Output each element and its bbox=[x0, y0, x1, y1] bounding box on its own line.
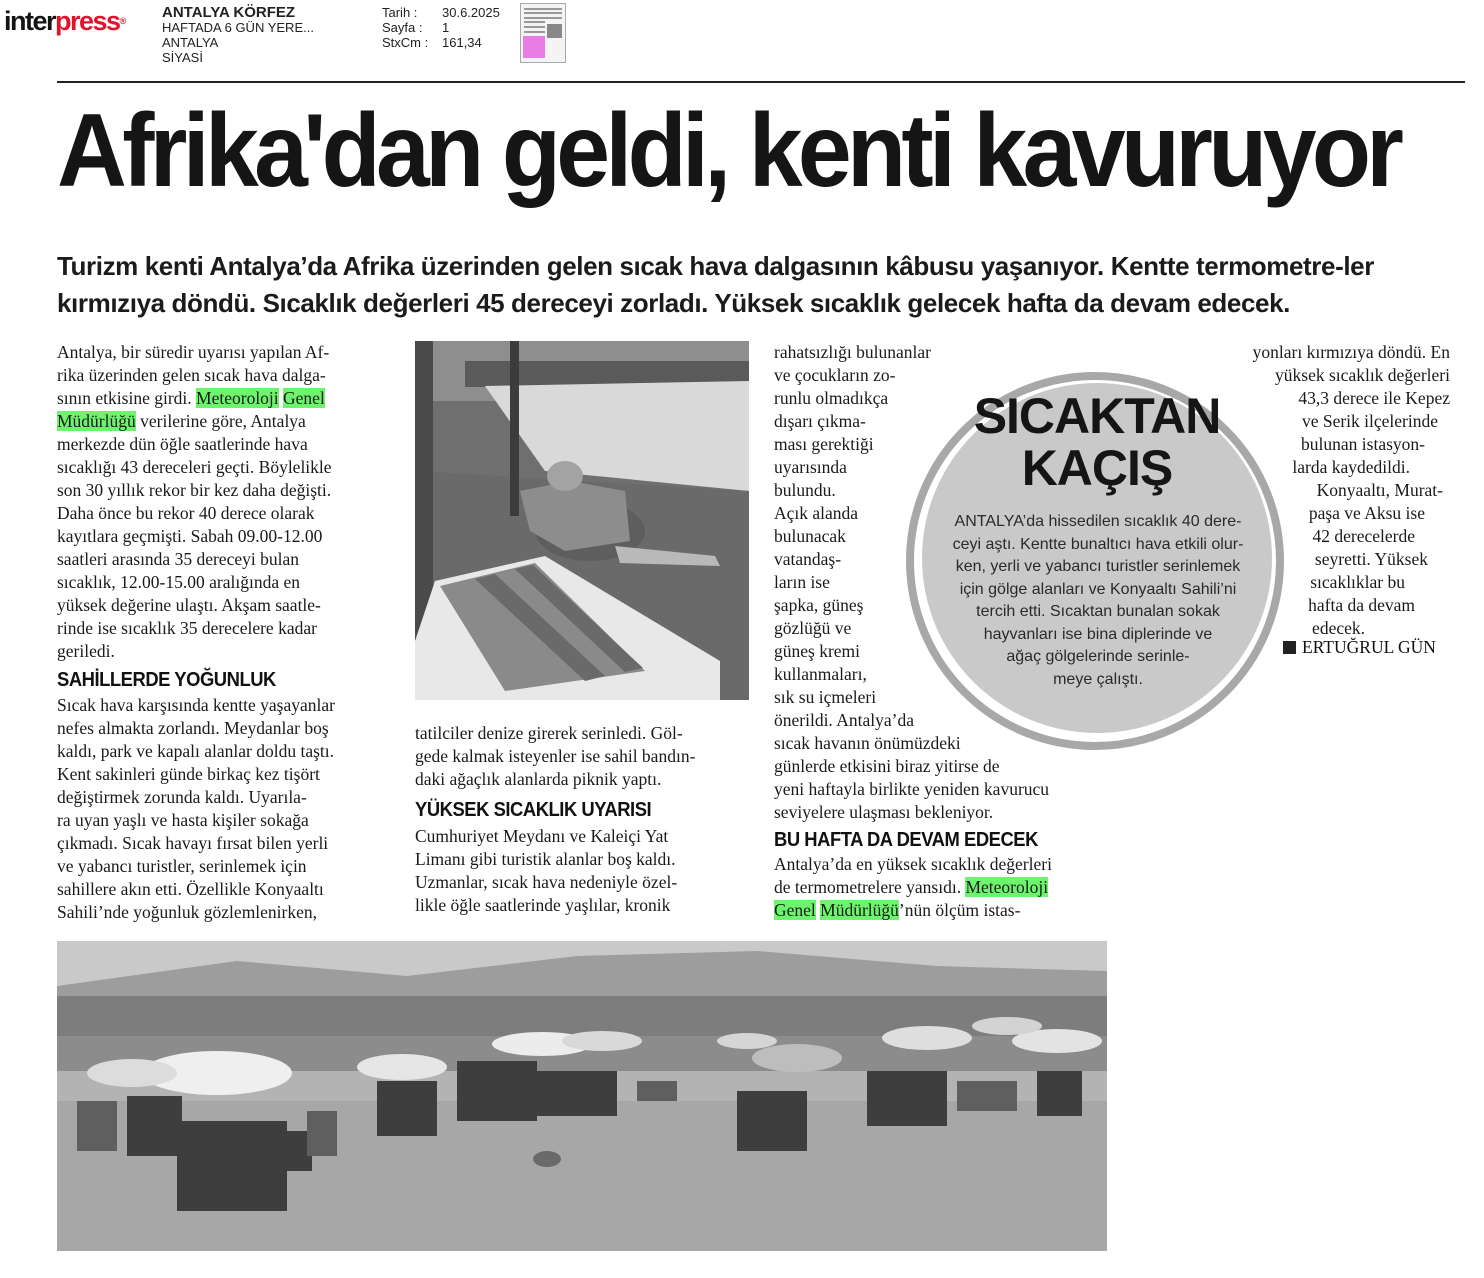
col1-line: rika üzerinden gelen sıcak hava dalga- bbox=[57, 365, 326, 385]
col1-line: sıcaklık, 12.00-15.00 aralığında en bbox=[57, 572, 300, 592]
col3-line: bulundu. bbox=[774, 480, 836, 500]
col3-line: sık su içmeleri bbox=[774, 687, 877, 707]
col3-line: vatandaş- bbox=[774, 549, 842, 569]
col4-line: yüksek sıcaklık değerleri bbox=[1275, 365, 1450, 385]
article-column-3-b bbox=[774, 853, 1114, 922]
photo-beach-crowd-image bbox=[57, 941, 1107, 1251]
publication-city: ANTALYA bbox=[162, 35, 219, 50]
callout-text-line: tercih etti. Sıcaktan bunalan sokak bbox=[976, 603, 1220, 620]
meta-page-label: Sayfa : bbox=[382, 20, 423, 35]
highlight-genel: Genel bbox=[774, 900, 816, 920]
col2-line: gede kalmak isteyenler ise sahil bandın- bbox=[415, 746, 696, 766]
col2-line: Limanı gibi turistik alanlar boş kaldı. bbox=[415, 849, 676, 869]
subhead-yuksek-sicaklik: YÜKSEK SICAKLIK UYARISI bbox=[415, 799, 652, 821]
callout-title-line-2: KAÇIŞ bbox=[1021, 440, 1173, 496]
col4-line: bulunan istasyon- bbox=[1301, 434, 1425, 454]
meta-date-label: Tarih : bbox=[382, 5, 418, 20]
col4-line: 43,3 derece ile Kepez bbox=[1298, 388, 1450, 408]
highlight-mudurlugu: Müdürlüğü bbox=[57, 411, 136, 431]
col1-line bbox=[57, 410, 387, 433]
meta-stxcm-value: 161,34 bbox=[442, 35, 482, 50]
article-column-1 bbox=[57, 341, 387, 663]
logo-registered-mark: ® bbox=[119, 16, 127, 26]
meta-stxcm-row bbox=[382, 35, 500, 50]
photo-person-in-shade bbox=[415, 341, 749, 700]
highlight-meteoroloji: Meteoroloji bbox=[196, 388, 279, 408]
callout-text-line: hayvanları ise bina diplerinde ve bbox=[983, 625, 1213, 643]
col3-text: ’nün ölçüm istas- bbox=[898, 900, 1021, 920]
col2-line: tatilciler denize girerek serinledi. Göl- bbox=[415, 723, 683, 743]
col3-line: bulunacak bbox=[774, 526, 846, 546]
col3-line bbox=[774, 876, 1114, 899]
col2-line: Uzmanlar, sıcak hava nedeniyle özel- bbox=[415, 872, 678, 892]
article-headline: Afrika'dan geldi, kenti kavuruyor bbox=[57, 93, 1400, 209]
col1-line: saatleri arasında 35 dereceyi bulan bbox=[57, 549, 299, 569]
col1-line: merkezde dün öğle saatlerinde hava bbox=[57, 434, 308, 454]
col3-line: kullanmaları, bbox=[774, 664, 867, 684]
meta-page-row bbox=[382, 20, 500, 35]
publication-info bbox=[162, 5, 314, 65]
col3-line: gözlüğü ve bbox=[774, 618, 852, 638]
meta-page-value: 1 bbox=[442, 20, 450, 35]
col1-line: nefes almakta zorlandı. Meydanlar boş bbox=[57, 718, 329, 738]
col3-line: ların ise bbox=[774, 572, 830, 592]
col4-line: Konyaaltı, Murat- bbox=[1316, 480, 1443, 500]
callout-text-line: meye çalıştı. bbox=[1053, 670, 1143, 688]
col4-line: yonları kırmızıya döndü. En bbox=[1252, 342, 1450, 362]
byline bbox=[1283, 637, 1436, 658]
publication-category: SİYASİ bbox=[162, 50, 203, 65]
col3-text: de termometrelere yansıdı. bbox=[774, 877, 962, 897]
col1-line: sıcaklığı 43 dereceleri geçti. Böylelikle bbox=[57, 457, 332, 477]
col4-line: ve Serik ilçelerinde bbox=[1301, 411, 1438, 431]
article-column-1-b bbox=[57, 694, 397, 924]
meta-stxcm-label: StxCm : bbox=[382, 35, 429, 50]
col3-line: uyarısında bbox=[774, 457, 847, 477]
article-column-4 bbox=[1200, 341, 1450, 640]
col1-line: rinde ise sıcaklık 35 derecelere kadar bbox=[57, 618, 317, 638]
col1-text: verilerine göre, Antalya bbox=[140, 411, 306, 431]
callout-text-line: ANTALYA’da hissedilen sıcaklık 40 dere- bbox=[954, 513, 1242, 530]
photo-person-in-shade-image bbox=[415, 341, 749, 700]
publication-name: ANTALYA KÖRFEZ bbox=[162, 4, 296, 21]
highlight-meteoroloji: Meteoroloji bbox=[965, 877, 1049, 897]
col4-line: larda kaydedildi. bbox=[1292, 457, 1410, 477]
col1-line: çıkmadı. Sıcak havayı fırsat bilen yerli bbox=[57, 833, 329, 853]
subhead-sahillerde: SAHİLLERDE YOĞUNLUK bbox=[57, 669, 276, 691]
article-column-3 bbox=[774, 341, 1049, 824]
col1-line: Kent sakinleri günde birkaç kez tişört bbox=[57, 764, 320, 784]
col1-line: değiştirmek zorunda kaldı. Uyarıla- bbox=[57, 787, 307, 807]
col4-line: seyretti. Yüksek bbox=[1314, 549, 1428, 569]
col4-line: 42 derecelerde bbox=[1312, 526, 1415, 546]
highlight-genel: Genel bbox=[283, 388, 325, 408]
col4-line: hafta da devam bbox=[1308, 595, 1415, 615]
clipping-meta bbox=[382, 5, 500, 50]
photo-beach-crowd bbox=[57, 941, 1107, 1251]
article-column-2 bbox=[415, 722, 755, 791]
publication-frequency: HAFTADA 6 GÜN YERE... bbox=[162, 20, 314, 35]
article-column-2-b bbox=[415, 825, 755, 917]
col1-line: Daha önce bu rekor 40 derece olarak bbox=[57, 503, 315, 523]
interpress-logo bbox=[4, 6, 126, 36]
col1-text: sının etkisine girdi. bbox=[57, 388, 192, 408]
logo-text-main: inter bbox=[4, 6, 56, 36]
col3-line: dışarı çıkma- bbox=[774, 411, 866, 431]
col3-line: seviyelere ulaşması bekleniyor. bbox=[774, 802, 994, 822]
col1-line: son 30 yıllık rekor bir kez daha değişti. bbox=[57, 480, 332, 500]
col1-line: geriledi. bbox=[57, 641, 115, 661]
col1-line bbox=[57, 387, 387, 410]
subhead-bu-hafta: BU HAFTA DA DEVAM EDECEK bbox=[774, 829, 1038, 851]
callout-text-line: ceyi aştı. Kentte bunaltıcı hava etkili olur- bbox=[952, 535, 1244, 553]
col3-line: yeni haftayla birlikte yeniden kavurucu bbox=[774, 779, 1050, 799]
header-rule bbox=[57, 81, 1465, 83]
col3-line: Antalya’da en yüksek sıcaklık değerleri bbox=[774, 854, 1052, 874]
col2-line: daki ağaçlık alanlarda piknik yaptı. bbox=[415, 769, 662, 789]
col3-line: güneş kremi bbox=[774, 641, 861, 661]
byline-name: ERTUĞRUL GÜN bbox=[1302, 637, 1436, 657]
col4-line: sıcaklıklar bu bbox=[1310, 572, 1405, 592]
col2-line: likle öğle saatlerinde yaşlılar, kronik bbox=[415, 895, 671, 915]
highlight-mudurlugu: Müdürlüğü bbox=[820, 900, 899, 920]
col1-line: Antalya, bir süredir uyarısı yapılan Af- bbox=[57, 342, 330, 362]
callout-text-line: için gölge alanları ve Konyaaltı Sahili’ni bbox=[959, 580, 1237, 598]
col1-line: kaldı, park ve kapalı alanlar doldu taştı. bbox=[57, 741, 334, 761]
col3-line: ve çocukların zo- bbox=[774, 365, 896, 385]
col3-line: Açık alanda bbox=[774, 503, 859, 523]
col3-line: ması gerektiği bbox=[774, 434, 874, 454]
col1-line: yüksek değerine ulaştı. Akşam saatle- bbox=[57, 595, 321, 615]
col4-line: edecek. bbox=[1312, 618, 1365, 638]
col3-line: runlu olmadıkça bbox=[774, 388, 889, 408]
thumbnail-highlight bbox=[523, 36, 545, 58]
meta-date-value: 30.6.2025 bbox=[442, 5, 500, 20]
callout-text-line: ken, yerli ve yabancı turistler serinlemek bbox=[955, 558, 1241, 575]
col1-line: sahillere akın etti. Özellikle Konyaaltı bbox=[57, 879, 324, 899]
col1-line: ve yabancı turistler, serinlemek için bbox=[57, 856, 307, 876]
page-thumbnail[interactable] bbox=[520, 3, 566, 63]
col3-line: önerildi. Antalya’da bbox=[774, 710, 914, 730]
logo-text-accent: press bbox=[55, 6, 120, 36]
callout-text-line: ağaç gölgelerinde serinle- bbox=[1006, 648, 1190, 665]
article-deck: Turizm kenti Antalya’da Afrika üzerinden gelen sıcak hava dalgasının kâbusu yaşanıyor. Kentte termometre-ler kırmızıya döndü. Sıcaklık değerleri 45 dereceyi zorladı. Yüksek sıcaklık gelecek hafta da devam edecek. bbox=[57, 251, 1374, 318]
col1-line: kayıtlara geçmişti. Sabah 09.00-12.00 bbox=[57, 526, 323, 546]
col3-line: günlerde etkisini biraz yitirse de bbox=[774, 756, 1000, 776]
col1-line: ra uyan yaşlı ve hasta kişiler sokağa bbox=[57, 810, 309, 830]
col1-line: Sahili’nde yoğunluk gözlemlenirken, bbox=[57, 902, 318, 922]
col2-line: Cumhuriyet Meydanı ve Kaleiçi Yat bbox=[415, 826, 669, 846]
callout-title-line-1: SICAKTAN bbox=[973, 388, 1221, 444]
byline-square-icon bbox=[1283, 641, 1296, 654]
col1-line: Sıcak hava karşısında kentte yaşayanlar bbox=[57, 695, 335, 715]
col3-line bbox=[774, 899, 1114, 922]
col3-line: şapka, güneş bbox=[774, 595, 864, 615]
meta-date-row bbox=[382, 5, 500, 20]
col4-line: paşa ve Aksu ise bbox=[1308, 503, 1425, 523]
col3-line: sıcak havanın önümüzdeki bbox=[774, 733, 961, 753]
col3-line: rahatsızlığı bulunanlar bbox=[774, 342, 931, 362]
